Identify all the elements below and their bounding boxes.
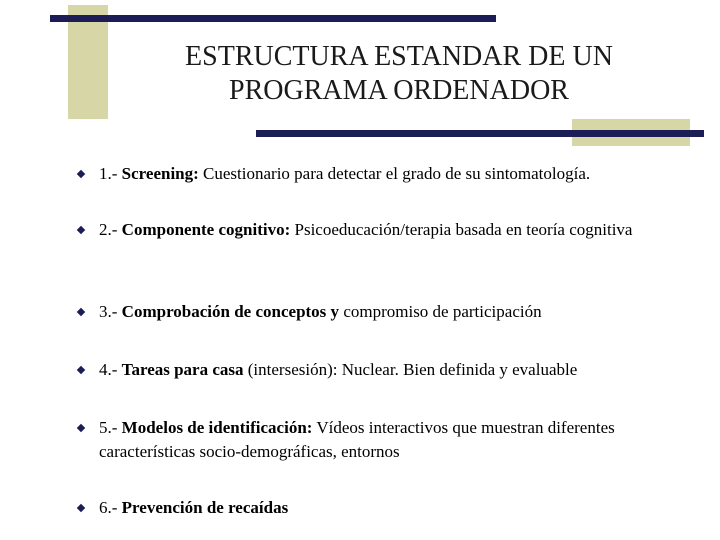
bullet-prefix: 4.-	[99, 360, 122, 379]
bullet-item-1	[76, 162, 686, 186]
left-stripe-grid	[0, 0, 50, 540]
bullet-item-2	[76, 218, 686, 242]
bullet-text: Cuestionario para detectar el grado de su sintomatología.	[198, 164, 591, 183]
bullet-text: (intersesión): Nuclear. Bien definida y evaluable	[243, 360, 578, 379]
bullet-bold-term: Modelos de identificación:	[121, 418, 313, 437]
bullet-bold-term: Comprobación de conceptos y	[121, 302, 340, 321]
bullet-item-3	[76, 300, 686, 324]
bullet-bold-term: Screening:	[121, 164, 199, 183]
top-accent-bar	[50, 15, 496, 22]
bullet-diamond-icon	[77, 308, 85, 316]
bullet-item-6	[76, 496, 686, 520]
bullet-prefix: 6.-	[99, 498, 122, 517]
bullet-prefix: 5.-	[99, 418, 122, 437]
bullet-diamond-icon	[77, 424, 85, 432]
bullet-bold-term: Tareas para casa	[121, 360, 244, 379]
bullet-bold-term: Prevención de recaídas	[121, 498, 289, 517]
bullet-diamond-icon	[77, 504, 85, 512]
title-line-2: PROGRAMA ORDENADOR	[229, 75, 569, 106]
bullet-prefix: 1.-	[99, 164, 122, 183]
bullet-item-4	[76, 358, 686, 382]
bullet-diamond-icon	[77, 226, 85, 234]
bullet-diamond-icon	[77, 170, 85, 178]
right-accent-bar	[256, 130, 704, 137]
slide-title	[110, 40, 688, 108]
bullet-diamond-icon	[77, 366, 85, 374]
bullet-text: Psicoeducación/terapia basada en teoría cognitiva	[290, 220, 633, 239]
bullet-prefix: 2.-	[99, 220, 122, 239]
title-line-1: ESTRUCTURA ESTANDAR DE UN	[185, 41, 613, 72]
bullet-text: compromiso de participación	[339, 302, 542, 321]
top-olive-block	[68, 5, 108, 119]
bullet-text: Vídeos interactivos que muestran diferentes características socio-demográficas, entornos	[99, 418, 615, 461]
bullet-item-5	[76, 416, 686, 464]
bullet-bold-term: Componente cognitivo:	[121, 220, 291, 239]
bullet-prefix: 3.-	[99, 302, 122, 321]
